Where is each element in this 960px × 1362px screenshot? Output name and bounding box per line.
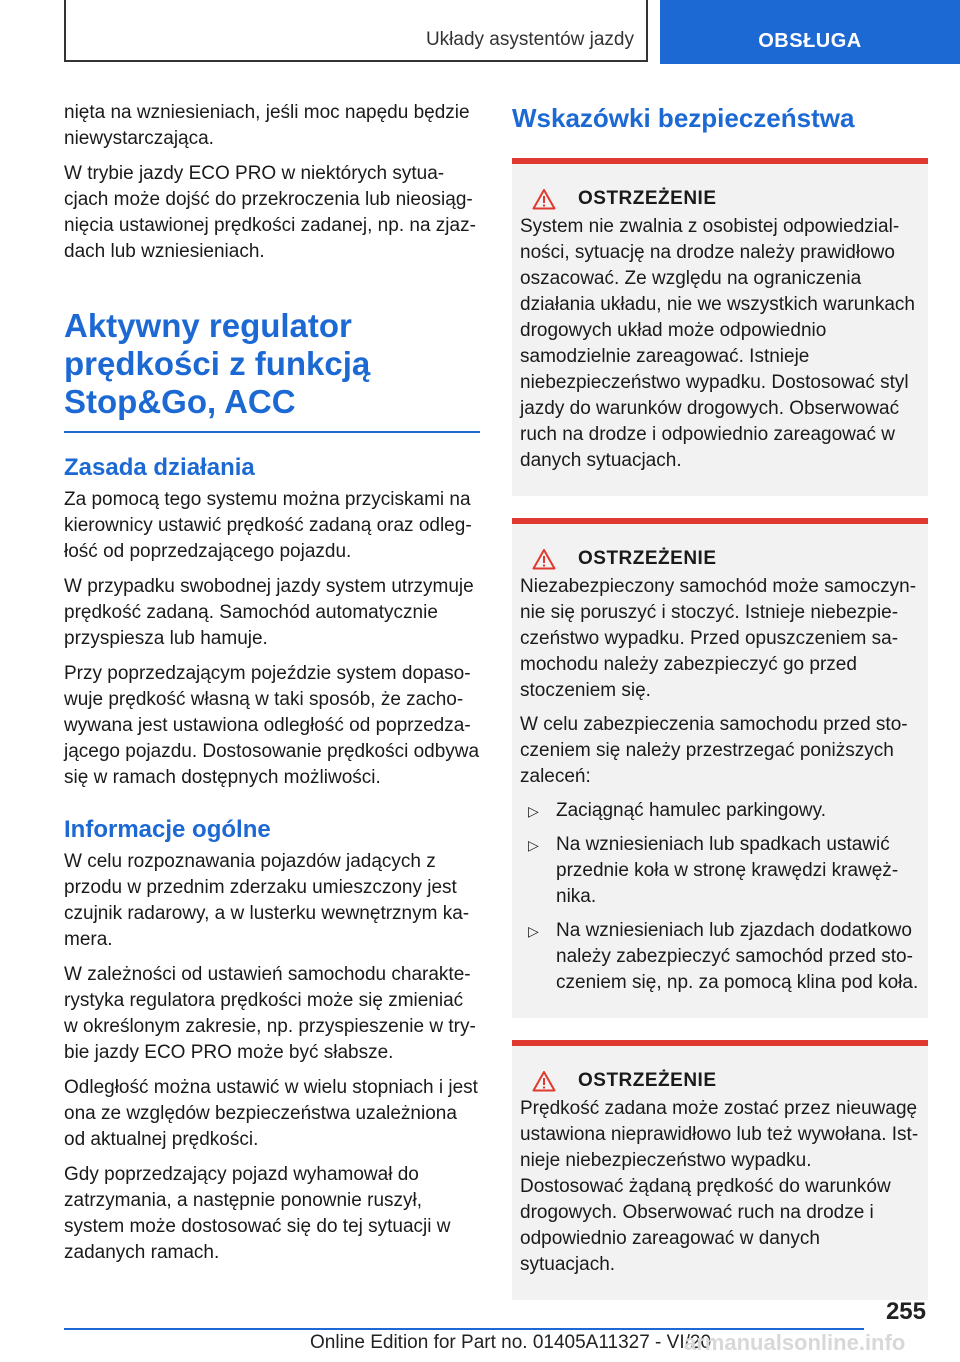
main-title: Aktywny regulator prędkości z funkcją Stop&Go, ACC [64,307,480,433]
section-header: Układy asystentów jazdy [64,0,648,62]
bullet-triangle-icon: ▷ [528,803,539,819]
intro-paragraph-2: W trybie jazdy ECO PRO w niektórych sytuacjach może dojść do przekroczenia lub nieosiągnięcia ustawionej prędkości zadanej, np. na zjazdach lub wzniesieniach. [64,163,476,262]
info-paragraph-3: Odległość można ustawić w wielu stopniach i jest ona ze względów bezpieczeństwa uzależniona od aktualnej prędkości. [64,1077,478,1150]
zasada-paragraph-1: Za pomocą tego systemu można przyciskami na kierownicy ustawić prędkość zadaną oraz odległość od poprzedzającego pojazdu. [64,489,472,562]
warning-list [520,798,920,996]
warning-label: OSTRZEŻENIE [578,548,717,569]
list-item [520,832,920,910]
info-paragraph-1: W celu rozpoznawania pojazdów jadących z przodu w przednim zderzaku umieszczony jest czujnik radarowy, a w lusterku wewnętrznym kamera. [64,851,470,950]
warning-label: OSTRZEŻENIE [578,188,717,209]
watermark: armanualsonline.info [684,1330,906,1355]
list-item [520,798,920,824]
zasada-paragraph-3: Przy poprzedzającym pojeździe system dopasowuje prędkość własną w taki sposób, że zachowywana jest ustawiona odległość od poprzedzającego pojazdu. Dostosowanie prędkości odbywa się w ramach dostępnych możliwości. [64,663,480,788]
warning-triangle-icon [532,188,556,210]
info-paragraph-2: W zależności od ustawień samochodu charakterystyka regulatora prędkości może się zmieniać w określonym zakresie, np. przyspieszenie w trybie jazdy ECO PRO może być słabsze. [64,964,476,1063]
warning-label: OSTRZEŻENIE [578,1070,717,1091]
warning-header [520,548,920,570]
left-column [64,100,480,1275]
footer-edition: Online Edition for Part no. 01405A11327 - VI/20 [310,1332,712,1353]
page-header [0,0,960,66]
page-number: 255 [885,1298,926,1325]
warning-box-2 [512,518,928,1018]
list-item-text: Zaciągnąć hamulec parkingowy. [556,800,827,821]
info-paragraph-4: Gdy poprzedzający pojazd wyhamował do zatrzymania, a następnie ponownie ruszył, system może dostosować się do tej sytuacji w zadanych ramach. [64,1164,451,1263]
warning-box-3 [512,1040,928,1300]
warning-text: Prędkość zadana może zostać przez nieuwagę ustawiona nieprawidłowo lub też wywołana. Istnieje niebezpieczeństwo wypadku. Dostosować żądaną prędkość do warunków drogowych. Obserwować ruch na drodze i odpowiednio zareagować w danych sytuacjach. [520,1098,919,1275]
chapter-tab[interactable]: OBSŁUGA [660,0,960,64]
list-item-text: Na wzniesieniach lub spadkach ustawić przednie koła w stronę krawędzi krawężnika. [556,834,899,907]
warning-text: Niezabezpieczony samochód może samoczynnie się poruszyć i stoczyć. Istnieje niebezpieczeństwo wypadku. Przed opuszczeniem samochodu należy zabezpieczyć go przed stoczeniem się. [520,576,917,701]
bullet-triangle-icon: ▷ [528,837,539,853]
warning-triangle-icon [532,1070,556,1092]
section-title-info: Informacje ogólne [64,816,271,843]
intro-paragraph-1: nięta na wzniesieniach, jeśli moc napędu będzie niewystarczająca. [64,102,470,149]
warning-text: System nie zwalnia z osobistej odpowiedzialności, sytuację na drodze należy prawidłowo oszacować. Ze względu na ograniczenia działania układu, nie we wszystkich warunkach drogowych układ może odpowiednio samodzielnie zareagować. Istnieje niebezpieczeństwo wypadku. Dostosować styl jazdy do warunków drogowych. Obserwować ruch na drodze i odpowiednio zareagować w danych sytuacjach. [520,216,915,471]
warning-box-1 [512,158,928,496]
right-column [512,100,928,1322]
warning-header [520,1070,920,1092]
zasada-paragraph-2: W przypadku swobodnej jazdy system utrzymuje prędkość zadaną. Samochód automatycznie przyspiesza lub hamuje. [64,576,474,649]
section-title-zasada: Zasada działania [64,454,255,481]
warning-triangle-icon [532,548,556,570]
warning-text: W celu zabezpieczenia samochodu przed stoczeniem się należy przestrzegać poniższych zaleceń: [520,714,908,787]
list-item-text: Na wzniesieniach lub zjazdach dodatkowo należy zabezpieczyć samochód przed stoczeniem się, np. za pomocą klina pod koła. [556,920,919,993]
bullet-triangle-icon: ▷ [528,923,539,939]
warning-header [520,188,920,210]
safety-title: Wskazówki bezpieczeństwa [512,103,855,133]
list-item [520,918,920,996]
